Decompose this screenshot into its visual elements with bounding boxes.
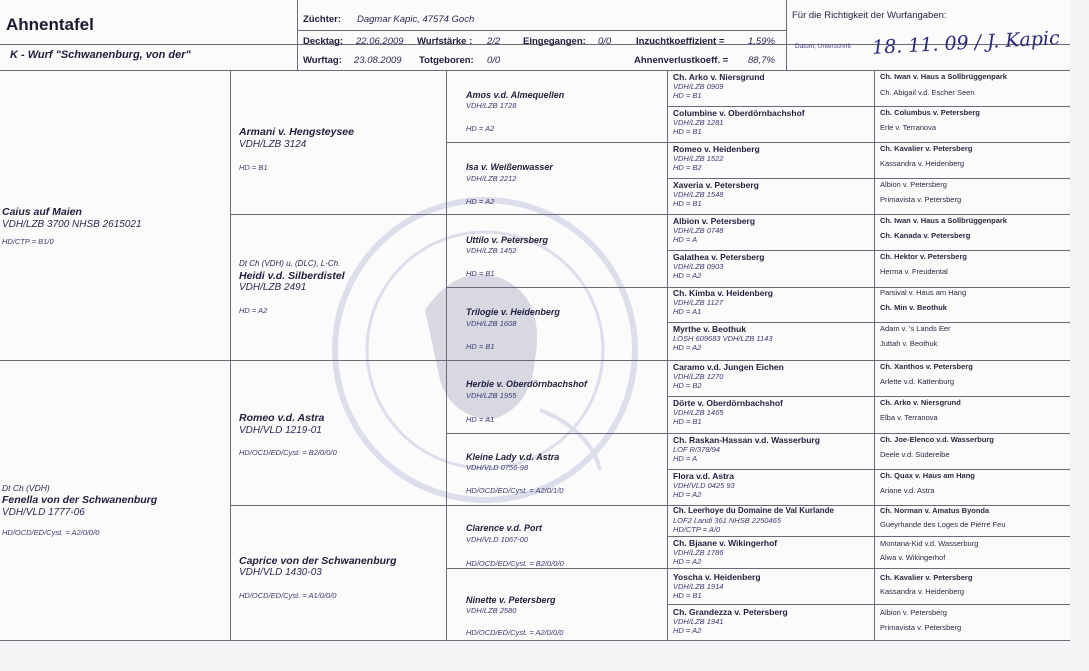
ancestor-gen5: Albion v. Petersberg [880,180,947,189]
ancestor-gen5: Alwa v. Wikingerhof [880,553,946,562]
grandparent-registration: VDH/VLD 1430-03 [239,567,322,578]
grandparent-health: HD = B1 [239,163,268,172]
dam-name: Fenella von der Schwanenburg [2,494,158,506]
received-label: Eingegangen: [523,36,586,47]
dam-health: HD/OCD/ED/Cyst. = A2/0/0/0 [2,528,100,537]
sire-registration: VDH/LZB 3700 NHSB 2615021 [2,219,142,230]
ancestor-registration: VDH/LZB 0903 [673,262,724,271]
ancestor-name: Galathea v. Petersberg [673,252,765,262]
great-grandparent-name: Clarence v.d. Port [466,523,543,533]
great-grandparent-health: HD/OCD/ED/Cyst. = B2/0/0/0 [466,559,564,568]
great-grandparent-health: HD = A2 [466,124,495,133]
ancestor-registration: VDH/LZB 1522 [673,154,724,163]
ancestor-registration: VDH/VLD 0425 93 [673,481,735,490]
stillborn-label: Totgeboren: [419,55,474,66]
ancestor-gen5: Adam v. 's Lands Eer [880,324,951,333]
ancestor-gen5: Ch. Kavalier v. Petersberg [880,573,973,582]
ancestor-registration: VDH/LZB 1786 [673,548,724,557]
litter-size-label: Wurfstärke : [417,36,473,47]
ancestor-registration: VDH/LZB 1270 [673,372,724,381]
stillborn-value: 0/0 [487,55,501,66]
ancestor-gen5: Primavista v. Petersberg [880,195,962,204]
ancestor-registration: VDH/LZB 0909 [673,82,724,91]
great-grandparent-health: HD/OCD/ED/Cyst. = A2/0/0/0 [466,628,564,637]
ancestor-gen5: Ch. Columbus v. Petersberg [880,108,980,117]
great-grandparent-name: Trilogie v. Heidenberg [466,307,560,317]
ancestor-health: HD = B1 [673,199,702,208]
ancestor-health: HD = B1 [673,91,702,100]
ancestor-registration: LOF2 Landi 361 NHSB 2250465 [673,516,781,525]
whelp-label: Wurftag: [303,55,342,66]
great-grandparent-registration: VDH/LZB 1452 [466,246,517,255]
inbreeding-label: Inzuchtkoeffizient = [636,36,725,47]
great-grandparent-registration: VDH/LZB 2212 [466,174,517,183]
ancestor-registration: VDH/LZB 1127 [673,298,723,307]
ancestor-gen5: Ch. Min v. Beothuk [880,303,947,312]
ancestor-name: Caramo v.d. Jungen Eichen [673,362,784,372]
ancestor-registration: VDH/LZB 1465 [673,408,724,417]
ancestor-gen5: Montana-Kid v.d. Wasserburg [880,539,979,548]
ancestor-registration: LOF R/378/94 [673,445,720,454]
ancestor-name: Ch. Grandezza v. Petersberg [673,607,788,617]
great-grandparent-name: Kleine Lady v.d. Astra [466,452,560,462]
handwritten-signature: 18. 11. 09 / J. Kapic [871,27,1061,59]
ancestor-gen5: Erle v. Terranova [880,123,936,132]
ancestor-health: HD = A2 [673,557,702,566]
ancestor-registration: VDH/LZB 1281 [673,118,724,127]
ancestor-gen5: Ch. Hektor v. Petersberg [880,252,967,261]
litter-subtitle: K - Wurf "Schwanenburg, von der" [10,49,191,61]
ancestor-loss-label: Ahnenverlustkoeff. = [634,55,729,66]
ancestor-gen5: Ch. Xanthos v. Petersberg [880,362,973,371]
grandparent-health: HD/OCD/ED/Cyst. = A1/0/0/0 [239,591,337,600]
great-grandparent-health: HD/OCD/ED/Cyst. = A2/0/1/0 [466,486,564,495]
grandparent-name: Armani v. Hengsteysee [239,126,354,138]
ancestor-health: HD = A2 [673,490,702,499]
ancestor-health: HD = B1 [673,591,702,600]
great-grandparent-name: Uttilo v. Petersberg [466,235,549,245]
grandparent-registration: VDH/LZB 2491 [239,282,307,293]
ancestor-health: HD = B2 [673,381,702,390]
ancestor-registration: VDH/LZB 0748 [673,226,724,235]
ancestor-gen5: Ch. Kavalier v. Petersberg [880,144,973,153]
ancestor-gen5: Gueyrhande des Loges de Pierre Feu [880,520,1006,529]
ancestor-health: HD = B1 [673,127,702,136]
ancestor-name: Romeo v. Heidenberg [673,144,760,154]
great-grandparent-registration: VDH/VLD 0756-98 [466,463,529,472]
date-signature-label: Datum, Unterschrift [795,43,851,50]
ancestor-name: Columbine v. Oberdörnbachshof [673,108,805,118]
ancestor-gen5: Ch. Iwan v. Haus a Sollbrüggenpark [880,72,1007,81]
ancestor-health: HD/CTP = A/0 [673,525,721,534]
correctness-label: Für die Richtigkeit der Wurfangaben: [792,10,947,21]
ancestor-name: Myrthe v. Beothuk [673,324,747,334]
ancestor-gen5: Ch. Abigail v.d. Escher Seen [880,88,975,97]
grandparent-registration: VDH/LZB 3124 [239,139,307,150]
ancestor-gen5: Kassandra v. Heidenberg [880,159,965,168]
ancestor-name: Ch. Leerhoye du Domaine de Val Kurlande [673,506,834,515]
great-grandparent-health: HD = B1 [466,269,495,278]
ancestor-name: Ch. Kimba v. Heidenberg [673,288,773,298]
inbreeding-value: 1,59% [748,36,775,47]
ancestor-health: HD = A2 [673,343,702,352]
great-grandparent-registration: VDH/LZB 1728 [466,101,517,110]
grandparent-name: Heidi v.d. Silberdistel [239,270,345,282]
sire-health: HD/CTP = B1/0 [2,237,54,246]
ancestor-name: Ch. Raskan-Hassan v.d. Wasserburg [673,435,820,445]
ancestor-registration: LOSH 609683 VDH/LZB 1143 [673,334,773,343]
great-grandparent-health: HD = A1 [466,415,495,424]
ancestor-gen5: Herma v. Freudental [880,267,948,276]
sire-name: Caius auf Maien [2,206,82,218]
ancestor-name: Xaveria v. Petersberg [673,180,759,190]
ancestor-gen5: Elba v. Terranova [880,413,938,422]
ancestor-gen5: Ch. Kanada v. Petersberg [880,231,971,240]
ancestor-gen5: Juttah v. Beothuk [880,339,938,348]
breeder-label: Züchter: [303,14,341,25]
grandparent-health: HD/OCD/ED/Cyst. = B2/0/0/0 [239,448,337,457]
ancestor-gen5: Ariane v.d. Astra [880,486,935,495]
great-grandparent-registration: VDH/VLD 1067-00 [466,535,529,544]
litter-size-value: 2/2 [487,36,501,47]
ancestor-health: HD = A [673,454,698,463]
ancestor-health: HD = B1 [673,417,702,426]
ancestor-health: HD = A [673,235,698,244]
great-grandparent-name: Isa v. Weißenwasser [466,162,553,172]
great-grandparent-registration: VDH/LZB 1955 [466,391,517,400]
ancestor-registration: VDH/LZB 1548 [673,190,724,199]
received-value: 0/0 [598,36,612,47]
whelp-value: 23.08.2009 [354,55,402,66]
grandparent-registration: VDH/VLD 1219-01 [239,425,322,436]
mating-value: 22.06.2009 [356,36,404,47]
ancestor-health: HD = B2 [673,163,702,172]
ancestor-health: HD = A2 [673,626,702,635]
ancestor-gen5: Albion v. Petersberg [880,608,947,617]
breeder-value: Dagmar Kapic, 47574 Goch [357,14,475,25]
ancestor-loss-value: 88,7% [748,55,775,66]
ancestor-gen5: Ch. Norman v. Amatus Byonda [880,506,990,515]
ancestor-gen5: Ch. Joe-Elenco v.d. Wasserburg [880,435,994,444]
ancestor-gen5: Ch. Arko v. Niersgrund [880,398,961,407]
great-grandparent-health: HD = A2 [466,197,495,206]
great-grandparent-registration: VDH/LZB 1608 [466,319,517,328]
ancestor-gen5: Primavista v. Petersberg [880,623,962,632]
grandparent-title: Dt Ch (VDH) u. (DLC), L-Ch. [239,259,341,268]
ancestor-gen5: Parsival v. Haus am Hang [880,288,967,297]
ancestor-name: Ch. Bjaane v. Wikingerhof [673,538,778,548]
dam-registration: VDH/VLD 1777-06 [2,507,85,518]
ancestor-gen5: Ch. Iwan v. Haus a Sollbrüggenpark [880,216,1007,225]
dam-title: Dt Ch (VDH) [2,483,50,493]
document-title: Ahnentafel [6,15,94,34]
ancestor-name: Flora v.d. Astra [673,471,734,481]
great-grandparent-name: Herbie v. Oberdörnbachshof [466,379,588,389]
grandparent-name: Caprice von der Schwanenburg [239,555,397,567]
great-grandparent-name: Ninette v. Petersberg [466,595,556,605]
grandparent-name: Romeo v.d. Astra [239,412,325,424]
ancestor-registration: VDH/LZB 1941 [673,617,724,626]
ancestor-health: HD = A1 [673,307,702,316]
ancestor-name: Dörte v. Oberdörnbachshof [673,398,783,408]
ancestor-gen5: Kassandra v. Heidenberg [880,587,965,596]
great-grandparent-health: HD = B1 [466,342,495,351]
ancestor-name: Albion v. Petersberg [673,216,756,226]
mating-label: Decktag: [303,36,344,47]
ancestor-gen5: Ch. Quax v. Haus am Hang [880,471,975,480]
ancestor-gen5: Deele v.d. Südereibe [880,450,950,459]
ancestor-gen5: Arlette v.d. Kattenburg [880,377,955,386]
great-grandparent-registration: VDH/LZB 2580 [466,606,517,615]
ancestor-name: Ch. Arko v. Niersgrund [673,72,765,82]
grandparent-health: HD = A2 [239,306,268,315]
great-grandparent-name: Amos v.d. Almequellen [466,90,565,100]
ancestor-registration: VDH/LZB 1914 [673,582,724,591]
ancestor-name: Yoscha v. Heidenberg [673,572,761,582]
ancestor-health: HD = A2 [673,271,702,280]
